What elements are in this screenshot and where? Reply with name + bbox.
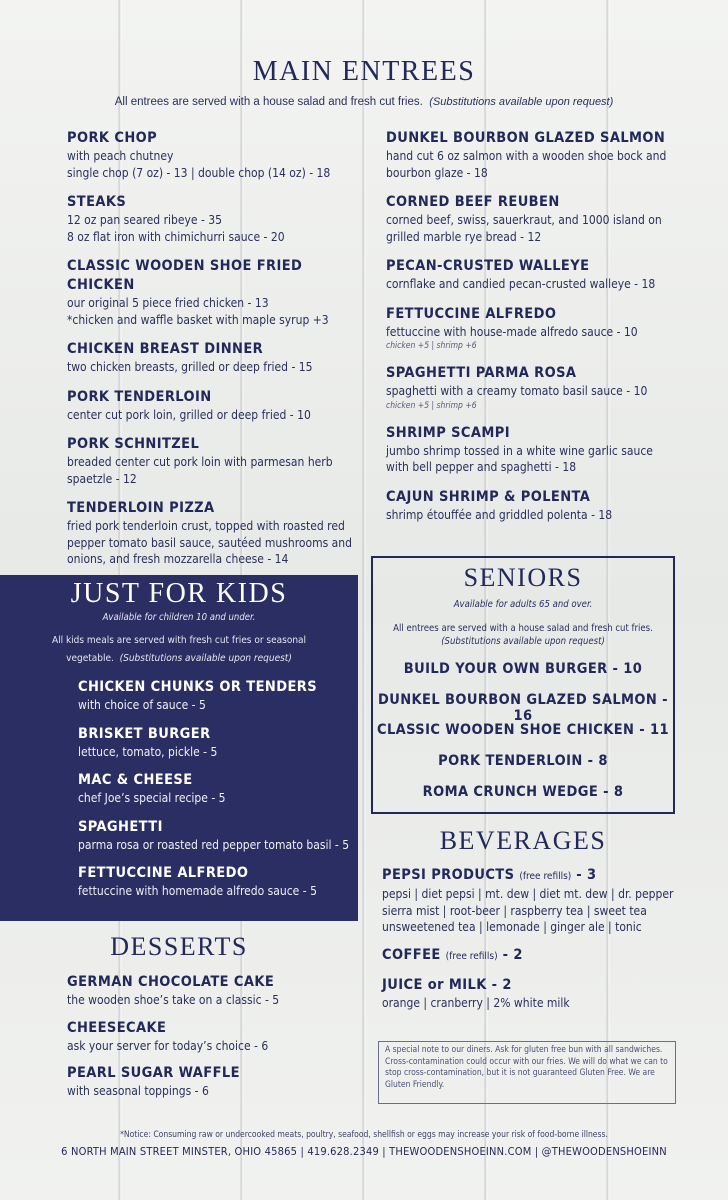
item-name: TENDERLOIN PIZZA: [67, 500, 215, 516]
item-name: [382, 866, 682, 886]
seniors-title: SENIORS: [463, 563, 583, 592]
item-name: PEARL SUGAR WAFFLE: [67, 1065, 240, 1081]
item-desc: breaded center cut pork loin with parmesan herb: [67, 455, 333, 469]
coffee-name: COFFEE: [382, 946, 441, 963]
main-entrees-substitutions: (Substitutions available upon request): [429, 96, 614, 108]
seniors-box: [371, 556, 675, 814]
menu-item: [78, 818, 358, 854]
menu-item: [67, 499, 357, 568]
beverage-item-juice: [382, 976, 682, 1012]
item-desc: 12 oz pan seared ribeye - 35: [67, 213, 223, 227]
menu-item: [78, 725, 358, 761]
item-name: DUNKEL BOURBON GLAZED SALMON: [386, 130, 666, 146]
item-name: CHICKEN BREAST DINNER: [67, 341, 264, 357]
item-addons: chicken +5 | shrimp +6: [386, 400, 477, 411]
item-name: JUICE or MILK - 2: [382, 976, 512, 993]
item-desc: fettuccine with homemade alfredo sauce - 5: [78, 884, 317, 898]
item-name: CHICKEN CHUNKS OR TENDERS: [78, 679, 318, 695]
item-name: PORK CHOP: [67, 130, 158, 146]
item-name: CORNED BEEF REUBEN: [386, 194, 560, 210]
menu-item: [67, 435, 357, 487]
item-name: SHRIMP SCAMPI: [386, 424, 510, 441]
menu-item: [386, 129, 686, 181]
item-desc: chef Joe’s special recipe - 5: [78, 791, 226, 805]
item-desc: corned beef, swiss, sauerkraut, and 1000 island on: [386, 213, 662, 227]
item-name: MAC & CHEESE: [78, 772, 193, 788]
item-desc: *chicken and waffle basket with maple syrup +3: [67, 312, 329, 327]
main-entrees-served: All entrees are served with a house salad and fresh cut fries.: [114, 96, 423, 108]
main-entrees-right-column: [386, 129, 686, 535]
coffee-price: - 2: [502, 946, 523, 963]
menu-item: [386, 257, 686, 293]
menu-item: [386, 488, 686, 524]
menu-item: [67, 257, 357, 328]
menu-item: [78, 771, 358, 807]
item-name: PECAN-CRUSTED WALLEYE: [386, 258, 590, 274]
item-name: CHEESECAKE: [67, 1019, 167, 1036]
main-entrees-subtitle: [0, 96, 728, 108]
senior-menu-item: CLASSIC WOODEN SHOE CHICKEN - 11: [376, 722, 669, 738]
footer-contact: 6 NORTH MAIN STREET MINSTER, OHIO 45865 | 419.628.2349 | THEWOODENSHOEINN.COM | @THEWOODENSHOEINN: [61, 1145, 667, 1158]
item-desc: the wooden shoe’s take on a classic - 5: [67, 993, 280, 1007]
menu-item: [386, 364, 686, 412]
item-desc: pepper tomato basil sauce, sautéed mushrooms and: [67, 535, 352, 550]
item-desc: single chop (7 oz) - 13 | double chop (14 oz) - 18: [67, 165, 331, 180]
kids-substitutions: (Substitutions available upon request): [119, 653, 292, 664]
beverages-list: [382, 866, 682, 1023]
item-desc: parma rosa or roasted red pepper tomato basil - 5: [78, 837, 350, 852]
item-desc: jumbo shrimp tossed in a white wine garlic sauce: [386, 443, 653, 458]
item-name: SPAGHETTI PARMA ROSA: [386, 365, 577, 381]
item-desc: pepsi | diet pepsi | mt. dew | diet mt. dew | dr. pepper: [382, 887, 674, 901]
item-desc: onions, and fresh mozzarella cheese - 14: [67, 552, 289, 566]
desserts-items: [67, 973, 357, 1110]
gluten-friendly-notice: A special note to our diners. Ask for gluten free bun with all sandwiches. Cross-contamination could occur with our fries. We will do what we can to stop cross-contamination, but it is not guaranteed Gluten Free. We are Gluten Friendly.: [378, 1041, 676, 1104]
item-desc: with choice of sauce - 5: [78, 698, 206, 712]
item-desc: lettuce, tomato, pickle - 5: [78, 744, 218, 759]
pepsi-refills: (free refills): [519, 871, 572, 882]
item-desc: unsweetened tea | lemonade | ginger ale | tonic: [382, 920, 642, 934]
item-desc: sierra mist | root-beer | raspberry tea | sweet tea: [382, 903, 647, 918]
item-desc: fried pork tenderloin crust, topped with roasted red: [67, 519, 345, 533]
item-name: CLASSIC WOODEN SHOE FRIED CHICKEN: [67, 258, 303, 293]
senior-menu-item: DUNKEL BOURBON GLAZED SALMON - 16: [378, 692, 668, 724]
kids-title: JUST FOR KIDS: [70, 578, 288, 609]
menu-item: [67, 973, 357, 1009]
beverage-item-coffee: [382, 946, 682, 966]
food-safety-notice: *Notice: Consuming raw or undercooked meats, poultry, seafood, shellfish or eggs may increase your risk of food-borne illness.: [120, 1130, 608, 1140]
item-desc: with seasonal toppings - 6: [67, 1084, 209, 1098]
item-name: FETTUCCINE ALFREDO: [78, 865, 249, 881]
menu-item: [78, 678, 358, 714]
item-desc: two chicken breasts, grilled or deep fried - 15: [67, 360, 313, 374]
main-entrees-title: MAIN ENTREES: [252, 56, 476, 87]
menu-item: [67, 193, 357, 245]
kids-served-line1: All kids meals are served with fresh cut fries or seasonal: [51, 635, 307, 646]
pepsi-price: - 3: [576, 867, 597, 883]
menu-item: [67, 1064, 357, 1100]
item-desc: shrimp étouffée and griddled polenta - 18: [386, 507, 613, 522]
coffee-refills: (free refills): [445, 950, 498, 962]
menu-item: [67, 129, 357, 181]
senior-menu-item: PORK TENDERLOIN - 8: [438, 753, 608, 769]
item-name: STEAKS: [67, 194, 127, 210]
item-name: PORK TENDERLOIN: [67, 388, 212, 405]
item-desc: with peach chutney: [67, 149, 174, 163]
menu-item: [67, 1019, 357, 1055]
item-desc: center cut pork loin, grilled or deep fried - 10: [67, 407, 311, 422]
item-desc: orange | cranberry | 2% white milk: [382, 995, 570, 1010]
desserts-title: DESSERTS: [110, 932, 248, 961]
item-name: GERMAN CHOCOLATE CAKE: [67, 974, 275, 990]
menu-item: [386, 193, 686, 245]
item-desc: fettuccine with house-made alfredo sauce - 10: [386, 324, 638, 339]
menu-item: [67, 340, 357, 376]
item-name: [382, 946, 682, 966]
item-desc: spaetzle - 12: [67, 471, 137, 486]
item-name: BRISKET BURGER: [78, 725, 211, 742]
item-desc: bourbon glaze - 18: [386, 165, 488, 180]
kids-served-line2: [0, 652, 358, 666]
kids-served-vegetable: vegetable.: [66, 653, 114, 664]
beverage-item-pepsi: [382, 866, 682, 936]
kids-availability: Available for children 10 and under.: [102, 612, 256, 623]
item-desc: ask your server for today’s choice - 6: [67, 1038, 269, 1053]
item-desc: with bell pepper and spaghetti - 18: [386, 460, 577, 474]
item-name: PORK SCHNITZEL: [67, 436, 200, 452]
kids-items: [78, 678, 358, 911]
menu-item: [67, 388, 357, 424]
senior-menu-item: BUILD YOUR OWN BURGER - 10: [403, 661, 643, 677]
menu-item: [386, 305, 686, 353]
item-name: CAJUN SHRIMP & POLENTA: [386, 488, 591, 505]
item-desc: our original 5 piece fried chicken - 13: [67, 296, 269, 310]
item-addons: chicken +5 | shrimp +6: [386, 341, 477, 351]
seniors-substitutions: (Substitutions available upon request): [441, 636, 605, 647]
pepsi-name: PEPSI PRODUCTS: [382, 867, 515, 883]
menu-item: [386, 424, 686, 476]
item-name: FETTUCCINE ALFREDO: [386, 305, 557, 322]
seniors-served: All entrees are served with a house salad and fresh cut fries.: [393, 623, 653, 634]
beverages-title: BEVERAGES: [439, 826, 607, 855]
item-desc: grilled marble rye bread - 12: [386, 229, 542, 244]
item-desc: spaghetti with a creamy tomato basil sauce - 10: [386, 384, 648, 398]
item-desc: 8 oz flat iron with chimichurri sauce - 20: [67, 229, 285, 244]
senior-menu-item: ROMA CRUNCH WEDGE - 8: [422, 784, 624, 800]
main-entrees-left-column: [67, 129, 357, 580]
item-desc: hand cut 6 oz salmon with a wooden shoe bock and: [386, 149, 667, 163]
seniors-availability: Available for adults 65 and over.: [453, 599, 593, 610]
item-desc: cornflake and candied pecan-crusted walleye - 18: [386, 277, 656, 291]
menu-item: [78, 864, 358, 900]
item-name: SPAGHETTI: [78, 818, 163, 835]
